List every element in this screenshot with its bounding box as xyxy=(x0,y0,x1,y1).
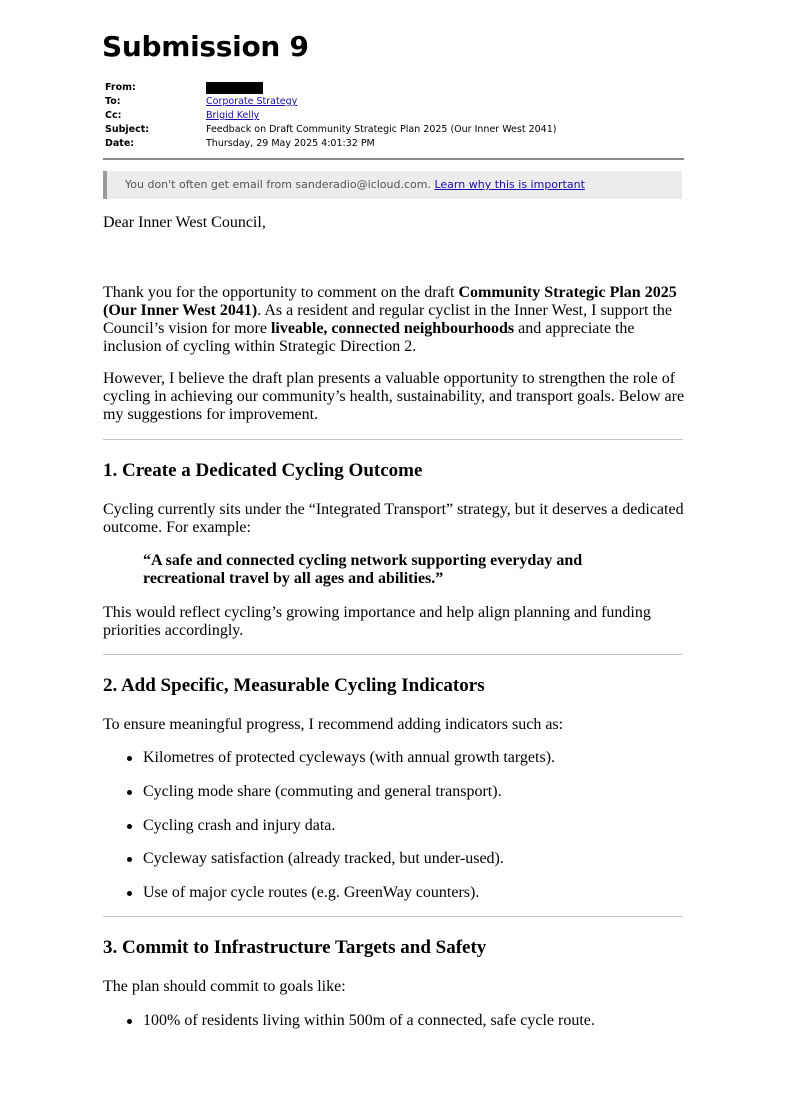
greeting: Dear Inner West Council, xyxy=(103,214,266,231)
section3-text: The plan should commit to goals like: xyxy=(103,978,346,995)
section2-heading: 2. Add Specific, Measurable Cycling Indicators xyxy=(103,675,485,696)
subject-label: Subject: xyxy=(105,124,150,135)
section1-after: This would reflect cycling’s growing importance and help align planning and funding priorities accordingly. xyxy=(103,604,651,639)
intro-text-a: Thank you for the opportunity to comment on the draft xyxy=(103,284,459,301)
from-label: From: xyxy=(105,82,136,93)
section-divider xyxy=(103,916,683,917)
section1-text: Cycling currently sits under the “Integrated Transport” strategy, but it deserves a dedicated outcome. For example: xyxy=(103,501,684,536)
to-row xyxy=(103,96,683,110)
email-header xyxy=(103,82,683,152)
section3-heading: 3. Commit to Infrastructure Targets and Safety xyxy=(103,937,487,958)
to-label: To: xyxy=(105,96,121,107)
cc-link[interactable]: Brigid Kelly xyxy=(206,110,260,121)
bullet-icon xyxy=(127,857,132,862)
header-divider xyxy=(103,158,684,160)
to-link[interactable]: Corporate Strategy xyxy=(206,96,298,107)
vision-phrase: liveable, connected neighbourhoods xyxy=(270,320,515,337)
redacted-sender xyxy=(206,82,263,94)
intro-text-e: and appreciate the inclusion of cycling within Strategic Direction 2. xyxy=(103,320,635,355)
learn-why-link[interactable]: Learn why this is important xyxy=(434,178,585,191)
banner-message: You don't often get email from sanderadio@icloud.com. xyxy=(125,178,431,191)
opportunity-paragraph: However, I believe the draft plan presents a valuable opportunity to strengthen the role of cycling in achieving our community’s health, sustainability, and transport goals. Below are my suggestions for improvement. xyxy=(103,370,685,423)
cc-row xyxy=(103,110,683,124)
external-sender-banner xyxy=(103,171,682,199)
date-label: Date: xyxy=(105,138,135,149)
bullet-icon xyxy=(127,790,132,795)
section1-quote: “A safe and connected cycling network supporting everyday and recreational travel by all ages and abilities.” xyxy=(143,552,583,587)
from-value xyxy=(206,82,263,96)
from-row xyxy=(103,82,683,96)
plan-name: Community Strategic Plan 2025 (Our Inner West 2041) xyxy=(103,284,677,319)
subject-value: Feedback on Draft Community Strategic Plan 2025 (Our Inner West 2041) xyxy=(206,124,557,135)
section-divider xyxy=(103,654,683,655)
bullet-icon xyxy=(127,1019,132,1024)
list-item: Kilometres of protected cycleways (with annual growth targets). xyxy=(127,749,539,767)
section2-text: To ensure meaningful progress, I recommend adding indicators such as: xyxy=(103,716,564,733)
list-item: Cycleway satisfaction (already tracked, but under-used). xyxy=(127,850,488,868)
bullet-icon xyxy=(127,891,132,896)
page-title: Submission 9 xyxy=(102,30,309,63)
banner-text xyxy=(125,178,585,191)
cc-label: Cc: xyxy=(105,110,122,121)
intro-paragraph xyxy=(103,284,688,356)
list-item: Cycling crash and injury data. xyxy=(127,817,319,835)
list-item: Use of major cycle routes (e.g. GreenWay counters). xyxy=(127,884,463,902)
subject-row xyxy=(103,124,683,138)
list-item: 100% of residents living within 500m of a connected, safe cycle route. xyxy=(127,1012,579,1030)
bullet-icon xyxy=(127,824,132,829)
section-divider xyxy=(103,439,683,440)
date-value: Thursday, 29 May 2025 4:01:32 PM xyxy=(206,138,375,149)
intro-text-c: . As a resident and regular cyclist in the Inner West, I support the Council’s vision for more xyxy=(103,302,672,337)
section1-heading: 1. Create a Dedicated Cycling Outcome xyxy=(103,460,423,481)
list-item: Cycling mode share (commuting and general transport). xyxy=(127,783,486,801)
date-row xyxy=(103,138,683,152)
bullet-icon xyxy=(127,756,132,761)
